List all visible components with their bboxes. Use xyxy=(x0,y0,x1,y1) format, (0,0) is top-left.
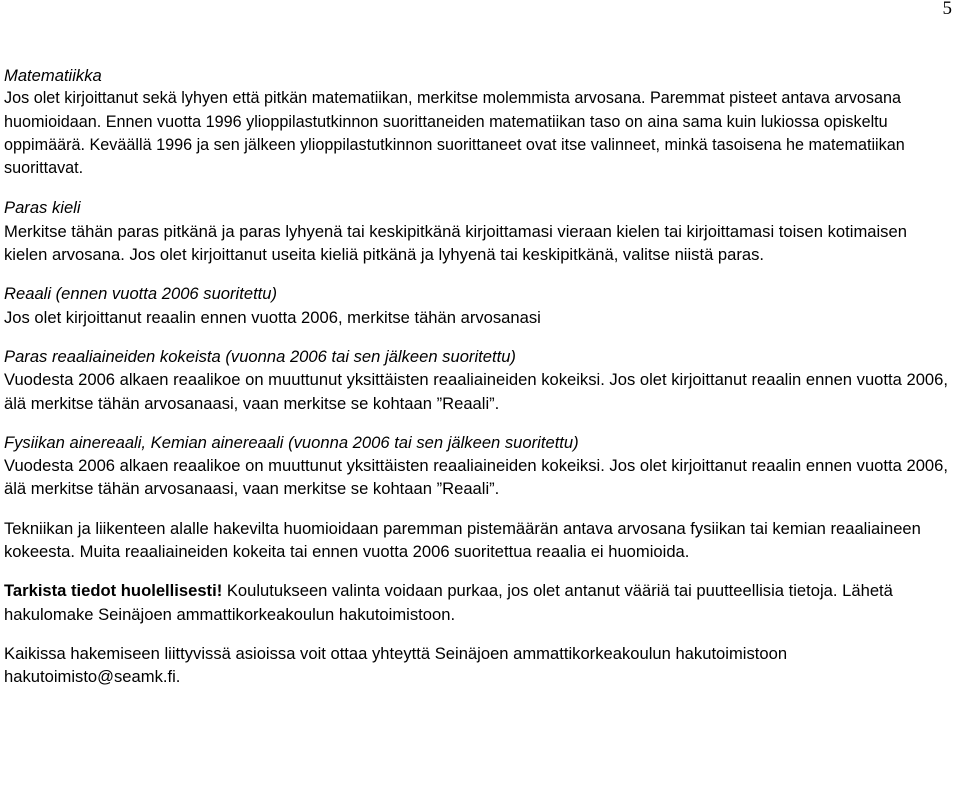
section-heading: Reaali (ennen vuotta 2006 suoritettu) xyxy=(4,284,278,304)
section-check-info xyxy=(4,579,954,626)
section-text: Tekniikan ja liikenteen alalle hakevilta huomioidaan paremman pistemäärän antava arvosana fysiikan tai kemian reaaliaineen kokeesta. Muita reaaliaineiden kokeita tai ennen vuotta 2006 suoritettua reaalia ei huomioida. xyxy=(4,518,921,562)
section-heading: Matematiikka xyxy=(4,66,102,85)
section-text: Jos olet kirjoittanut sekä lyhyen että pitkän matematiikan, merkitse molemmista arvosana. Paremmat pisteet antava arvosana huomioidaan. Ennen vuotta 1996 ylioppilastutkinnon suorittaneiden matematiikan taso on aina sama kuin lukiossa opiskeltu oppimäärä. Keväällä 1996 ja sen jälkeen ylioppilastutkinnon suorittaneet ovat itse valinneet, minkä tasoisena he matematiikan suorittavat. xyxy=(4,89,905,178)
section-heading: Paras kieli xyxy=(4,198,81,218)
section-mathematics xyxy=(4,64,954,180)
section-text: Jos olet kirjoittanut reaalin ennen vuotta 2006, merkitse tähän arvosanasi xyxy=(4,307,541,327)
section-physics-chemistry xyxy=(4,431,954,501)
section-text: Koulutukseen valinta voidaan purkaa, jos olet antanut vääriä tai puutteellisia tietoja. Lähetä hakulomake Seinäjoen ammattikorkeakoulun hakutoimistoon. xyxy=(4,581,893,624)
section-text: Vuodesta 2006 alkaen reaalikoe on muuttunut yksittäisten reaaliaineiden kokeiksi. Jos olet kirjoittanut reaalin ennen vuotta 2006, älä merkitse tähän arvosanaasi, vaan merkitse se kohtaan ”Reaali”. xyxy=(4,370,948,413)
section-text: Merkitse tähän paras pitkänä ja paras lyhyenä tai keskipitkänä kirjoittamasi vieraan kielen tai kirjoittamasi toisen kotimaisen kielen arvosana. Jos olet kirjoittanut useita kieliä pitkänä ja lyhyenä tai keskipitkänä, valitse niistä paras. xyxy=(4,221,907,265)
section-best-language xyxy=(4,196,954,266)
email-suffix: . xyxy=(175,667,181,687)
section-best-reaali xyxy=(4,345,954,415)
page-number: 5 xyxy=(942,0,952,19)
section-reaali xyxy=(4,282,954,329)
section-heading: Fysiikan ainereaali, Kemian ainereaali (vuonna 2006 tai sen jälkeen suoritettu) xyxy=(4,432,579,452)
check-warning: Tarkista tiedot huolellisesti! xyxy=(4,581,223,601)
contact-email[interactable]: hakutoimisto@seamk.fi xyxy=(4,667,176,687)
section-technology xyxy=(4,517,954,564)
section-text: Kaikissa hakemiseen liittyvissä asioissa voit ottaa yhteyttä Seinäjoen ammattikorkeakoulun hakutoimistoon xyxy=(4,643,788,663)
document-body xyxy=(4,64,954,705)
section-heading: Paras reaaliaineiden kokeista (vuonna 2006 tai sen jälkeen suoritettu) xyxy=(4,346,516,366)
section-text: Vuodesta 2006 alkaen reaalikoe on muuttunut yksittäisten reaaliaineiden kokeiksi. Jos olet kirjoittanut reaalin ennen vuotta 2006, älä merkitse tähän arvosanaasi, vaan merkitse se kohtaan ”Reaali”. xyxy=(4,456,948,499)
section-contact xyxy=(4,642,954,689)
